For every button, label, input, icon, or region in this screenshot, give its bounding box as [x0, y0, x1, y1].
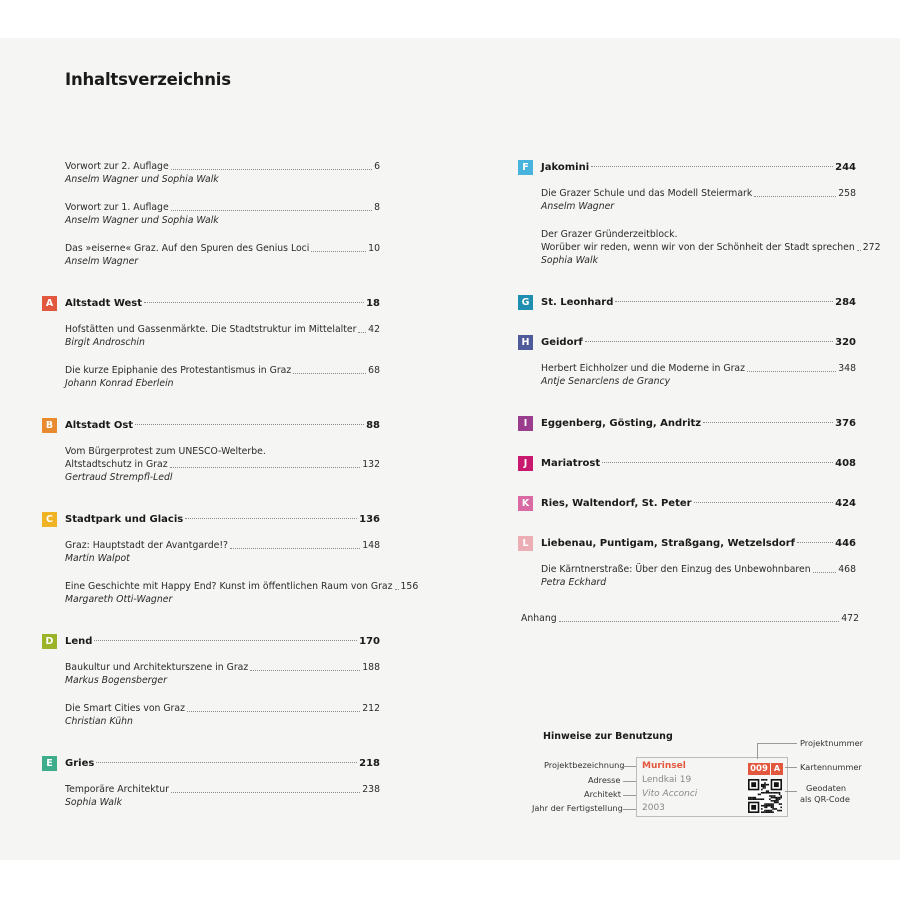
- entry-author: Markus Bogensberger: [65, 675, 167, 686]
- page-number: 212: [362, 703, 380, 714]
- section-page-number: 136: [359, 514, 380, 525]
- entry-title: Vorwort zur 1. Auflage: [65, 202, 169, 213]
- entry-title: Eine Geschichte mit Happy End? Kunst im öffentlichen Raum von Graz: [65, 581, 393, 592]
- entry-title: Das »eiserne« Graz. Auf den Spuren des Genius Loci: [65, 243, 310, 254]
- section-title-wrap: [42, 512, 183, 527]
- section-page-number: 284: [835, 297, 856, 308]
- toc-entry-line[interactable]: [65, 539, 380, 552]
- entry-author: Anselm Wagner: [65, 256, 139, 267]
- section-letter-badge: G: [518, 295, 533, 310]
- section-page-number: 18: [366, 298, 380, 309]
- page-number: 42: [368, 324, 380, 335]
- entry-title: Altstadtschutz in Graz: [65, 459, 168, 470]
- toc-entry: [518, 228, 881, 267]
- dot-leader: [585, 341, 833, 342]
- toc-entry-line[interactable]: [541, 228, 856, 241]
- section-title-wrap: [42, 756, 94, 771]
- entry-title: Graz: Hauptstadt der Avantgarde!?: [65, 540, 228, 551]
- toc-intro-entry: [42, 160, 380, 186]
- dot-leader: [797, 542, 833, 543]
- dot-leader: [135, 424, 364, 425]
- entry-title: Hofstätten und Gassenmärkte. Die Stadtstruktur im Mittelalter: [65, 324, 357, 335]
- toc-entry-line[interactable]: [65, 458, 380, 471]
- entry-author: Anselm Wagner und Sophia Walk: [65, 174, 219, 185]
- toc-intro-entry: [42, 242, 380, 268]
- entry-title: Baukultur und Architekturszene in Graz: [65, 662, 249, 673]
- dot-leader: [311, 251, 366, 252]
- section-letter-badge: F: [518, 160, 533, 175]
- toc-entry-line[interactable]: [65, 160, 380, 173]
- toc-section-f: [518, 160, 856, 175]
- entry-author: Christian Kühn: [65, 716, 133, 727]
- section-title: Eggenberg, Gösting, Andritz: [541, 418, 702, 429]
- entry-title: Der Grazer Gründerzeitblock.: [541, 229, 678, 240]
- section-heading[interactable]: [42, 634, 380, 649]
- dot-leader: [185, 518, 357, 519]
- section-title-wrap: [518, 496, 692, 511]
- dot-leader: [395, 589, 399, 590]
- dot-leader: [747, 371, 836, 372]
- page-number: 6: [374, 161, 380, 172]
- leader-line: [757, 743, 797, 744]
- dot-leader: [813, 572, 837, 573]
- section-heading[interactable]: [518, 160, 856, 175]
- toc-section-i: [518, 416, 856, 431]
- section-title: Jakomini: [541, 162, 590, 173]
- section-heading[interactable]: [42, 418, 380, 433]
- entry-title: Die Grazer Schule und das Modell Steiermark: [541, 188, 753, 199]
- section-page-number: 218: [359, 758, 380, 769]
- dot-leader: [293, 373, 366, 374]
- page-title: Inhaltsverzeichnis: [65, 70, 231, 89]
- dot-leader: [171, 792, 360, 793]
- dot-leader: [703, 422, 833, 423]
- legend-label-project-number: Projektnummer: [800, 738, 863, 748]
- dot-leader: [170, 467, 361, 468]
- toc-entry-line[interactable]: [541, 563, 856, 576]
- section-letter-badge: H: [518, 335, 533, 350]
- entry-title: Temporäre Architektur: [65, 784, 169, 795]
- section-page-number: 376: [835, 418, 856, 429]
- toc-entry-line[interactable]: [541, 187, 856, 200]
- toc-entry: [518, 563, 856, 589]
- section-heading[interactable]: [42, 512, 380, 527]
- toc-entry: [518, 187, 856, 213]
- section-title: Altstadt Ost: [65, 420, 134, 431]
- leader-line: [785, 767, 797, 768]
- dot-leader: [94, 640, 357, 641]
- toc-entry-line[interactable]: [541, 362, 856, 375]
- entry-author: Antje Senarclens de Grancy: [541, 376, 671, 387]
- toc-entry-line[interactable]: [541, 241, 881, 254]
- toc-entry: [42, 580, 419, 606]
- page-number: 188: [362, 662, 380, 673]
- section-title-wrap: [518, 416, 701, 431]
- dot-leader: [250, 670, 360, 671]
- toc-entry-line[interactable]: [65, 580, 419, 593]
- section-title-wrap: [518, 536, 795, 551]
- section-page-number: 320: [835, 337, 856, 348]
- section-page-number: 446: [835, 538, 856, 549]
- section-title: Geidorf: [541, 337, 583, 348]
- legend-label-geodata: Geodaten: [806, 783, 847, 793]
- entry-title: Vom Bürgerprotest zum UNESCO-Welterbe.: [65, 446, 266, 457]
- section-heading[interactable]: [518, 536, 856, 551]
- example-architect: Vito Acconci: [642, 789, 698, 799]
- toc-section-d: [42, 634, 380, 649]
- toc-entry-line[interactable]: [65, 783, 380, 796]
- toc-entry: [42, 445, 380, 484]
- example-map-letter: A: [771, 763, 783, 775]
- section-letter-badge: L: [518, 536, 533, 551]
- entry-author: Anselm Wagner und Sophia Walk: [65, 215, 219, 226]
- toc-section-a: [42, 296, 380, 311]
- dot-leader: [358, 332, 366, 333]
- toc-entry-line[interactable]: [65, 661, 380, 674]
- entry-author: Johann Konrad Eberlein: [65, 378, 174, 389]
- page-number: 468: [838, 564, 856, 575]
- section-heading[interactable]: [518, 456, 856, 471]
- toc-intro-entry: [42, 201, 380, 227]
- usage-legend: [520, 725, 900, 825]
- section-letter-badge: C: [42, 512, 57, 527]
- section-title: Gries: [65, 758, 95, 769]
- dot-leader: [230, 548, 360, 549]
- section-title-wrap: [518, 456, 600, 471]
- entry-author: Birgit Androschin: [65, 337, 145, 348]
- entry-title: Die Smart Cities von Graz: [65, 703, 185, 714]
- section-title: Mariatrost: [541, 458, 601, 469]
- dot-leader: [857, 250, 861, 251]
- dot-leader: [615, 301, 833, 302]
- section-heading[interactable]: [518, 295, 856, 310]
- toc-section-e: [42, 756, 380, 771]
- entry-author: Anselm Wagner: [541, 201, 615, 212]
- entry-author: Sophia Walk: [65, 797, 122, 808]
- toc-section-k: [518, 496, 856, 511]
- toc-entry-line[interactable]: [65, 242, 380, 255]
- section-letter-badge: J: [518, 456, 533, 471]
- page-number: 148: [362, 540, 380, 551]
- section-page-number: 170: [359, 636, 380, 647]
- section-page-number: 244: [835, 162, 856, 173]
- toc-section-l: [518, 536, 856, 551]
- entry-title: Die kurze Epiphanie des Protestantismus in Graz: [65, 365, 292, 376]
- section-letter-badge: B: [42, 418, 57, 433]
- qr-code-icon: [748, 779, 782, 813]
- dot-leader: [602, 462, 833, 463]
- dot-leader: [694, 502, 834, 503]
- dot-leader: [171, 210, 372, 211]
- toc-section-g: [518, 295, 856, 310]
- toc-entry-line[interactable]: [65, 201, 380, 214]
- section-title: St. Leonhard: [541, 297, 614, 308]
- toc-entry: [42, 364, 380, 390]
- toc-entry: [42, 783, 380, 809]
- section-title: Stadtpark und Glacis: [65, 514, 184, 525]
- toc-entry: [518, 362, 856, 388]
- legend-label-project-name: Projektbezeichnung: [544, 760, 625, 770]
- appendix-title: Anhang: [521, 613, 557, 624]
- section-page-number: 88: [366, 420, 380, 431]
- toc-appendix: [518, 612, 859, 625]
- dot-leader: [559, 621, 840, 622]
- dot-leader: [187, 711, 360, 712]
- dot-leader: [591, 166, 833, 167]
- page-number: 348: [838, 363, 856, 374]
- section-title: Liebenau, Puntigam, Straßgang, Wetzelsdorf: [541, 538, 796, 549]
- section-title-wrap: [518, 335, 583, 350]
- legend-label-map-number: Kartennummer: [800, 762, 862, 772]
- entry-author: Martin Walpot: [65, 553, 130, 564]
- dot-leader: [171, 169, 372, 170]
- section-title-wrap: [42, 296, 142, 311]
- toc-section-j: [518, 456, 856, 471]
- section-title-wrap: [42, 634, 92, 649]
- page-number: 68: [368, 365, 380, 376]
- toc-section-c: [42, 512, 380, 527]
- toc-entry-line[interactable]: [65, 364, 380, 377]
- legend-label-year: Jahr der Fertigstellung: [532, 803, 623, 813]
- page-number: 156: [400, 581, 419, 592]
- example-project-name: Murinsel: [642, 761, 686, 771]
- legend-label-address: Adresse: [588, 775, 621, 785]
- entry-author: Sophia Walk: [541, 255, 598, 266]
- section-title-wrap: [518, 160, 589, 175]
- page-number: 10: [368, 243, 380, 254]
- toc-entry: [42, 323, 380, 349]
- entry-title: Worüber wir reden, wenn wir von der Schönheit der Stadt sprechen: [541, 242, 855, 253]
- page-number: 258: [838, 188, 856, 199]
- toc-section-b: [42, 418, 380, 433]
- section-heading[interactable]: [518, 335, 856, 350]
- section-heading[interactable]: [518, 416, 856, 431]
- example-address: Lendkai 19: [642, 775, 692, 785]
- page-number: 272: [862, 242, 881, 253]
- toc-entry-line[interactable]: [521, 612, 859, 625]
- entry-author: Petra Eckhard: [541, 577, 607, 588]
- dot-leader: [96, 762, 357, 763]
- legend-label-architect: Architekt: [584, 789, 621, 799]
- entry-author: Gertraud Strempfl-Ledl: [65, 472, 173, 483]
- section-letter-badge: I: [518, 416, 533, 431]
- toc-entry-line[interactable]: [65, 445, 380, 458]
- entry-title: Herbert Eichholzer und die Moderne in Graz: [541, 363, 745, 374]
- section-letter-badge: K: [518, 496, 533, 511]
- legend-label-geodata-qr: als QR-Code: [800, 794, 850, 804]
- section-letter-badge: A: [42, 296, 57, 311]
- section-letter-badge: D: [42, 634, 57, 649]
- section-title: Altstadt West: [65, 298, 143, 309]
- section-page-number: 424: [835, 498, 856, 509]
- section-heading[interactable]: [518, 496, 856, 511]
- toc-entry: [42, 702, 380, 728]
- dot-leader: [754, 196, 836, 197]
- toc-entry: [42, 539, 380, 565]
- leader-line: [785, 791, 797, 792]
- section-title-wrap: [42, 418, 133, 433]
- leader-line: [757, 743, 758, 759]
- toc-section-h: [518, 335, 856, 350]
- page-number: 472: [841, 613, 859, 624]
- legend-title: Hinweise zur Benutzung: [543, 731, 673, 742]
- example-year: 2003: [642, 803, 665, 813]
- entry-title: Die Kärntnerstraße: Über den Einzug des Unbewohnbaren: [541, 564, 811, 575]
- page-number: 132: [362, 459, 380, 470]
- toc-entry-line[interactable]: [65, 702, 380, 715]
- dot-leader: [144, 302, 364, 303]
- entry-author: Margareth Otti-Wagner: [65, 594, 173, 605]
- section-title: Ries, Waltendorf, St. Peter: [541, 498, 692, 509]
- section-heading[interactable]: [42, 756, 380, 771]
- section-letter-badge: E: [42, 756, 57, 771]
- entry-title: Vorwort zur 2. Auflage: [65, 161, 169, 172]
- legend-example-box: [636, 757, 788, 817]
- example-project-number: 009: [748, 763, 770, 775]
- section-page-number: 408: [835, 458, 856, 469]
- section-title-wrap: [518, 295, 613, 310]
- section-heading[interactable]: [42, 296, 380, 311]
- toc-entry-line[interactable]: [65, 323, 380, 336]
- page-number: 8: [374, 202, 380, 213]
- section-title: Lend: [65, 636, 93, 647]
- page-number: 238: [362, 784, 380, 795]
- toc-entry: [42, 661, 380, 687]
